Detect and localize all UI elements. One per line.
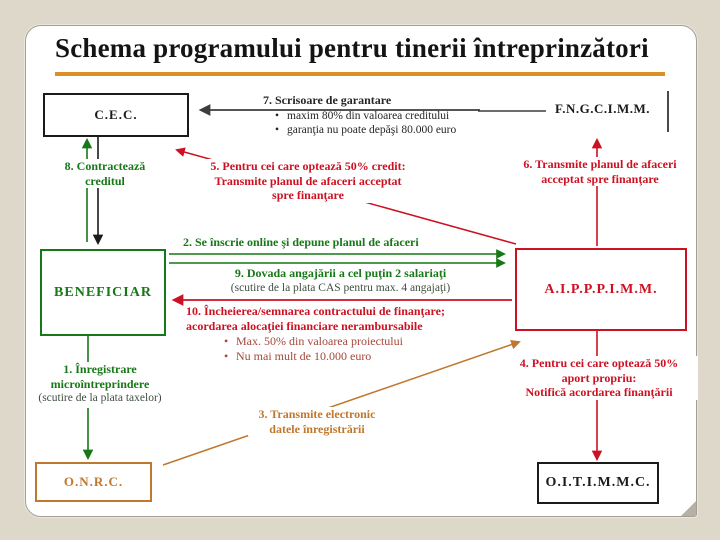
node-fngcimm: F.N.G.C.I.M.M. xyxy=(555,101,650,116)
node-beneficiar: BENEFICIAR xyxy=(40,249,166,336)
step-6-line: 6. Transmite planul de afaceri xyxy=(523,157,677,171)
step-5-line: 5. Pentru cei care optează 50% credit: xyxy=(210,159,406,173)
step-1-line: 1. Înregistrare xyxy=(63,362,137,376)
node-onrc: O.N.R.C. xyxy=(35,462,152,502)
step-4-line: aport propriu: xyxy=(561,370,637,385)
step-3-label xyxy=(248,407,386,436)
step-5-label xyxy=(183,159,433,203)
step-3-line: datele înregistrării xyxy=(269,421,365,436)
step-9-note: (scutire de la plata CAS pentru max. 4 angajaţi) xyxy=(230,281,451,294)
bullet-icon: • xyxy=(224,349,229,364)
step-8-line: 8. Contractează xyxy=(64,159,146,173)
step-10-label xyxy=(186,304,516,364)
step-4-line: Notifică acordarea finanţării xyxy=(525,385,673,400)
step-1-line: microîntreprindere xyxy=(50,376,150,391)
step-2-label: 2. Se înscrie online şi depune planul de afaceri xyxy=(183,235,419,249)
step-10-line: 10. Încheierea/semnarea contractului de finanţare; xyxy=(186,304,445,318)
step-7-bullet xyxy=(263,123,491,137)
step-10-bullet xyxy=(186,334,516,349)
step-9-title: 9. Dovada angajării a cel puţin 2 salariaţi xyxy=(234,266,447,280)
step-5-line: Transmite planul de afaceri acceptat xyxy=(214,173,402,188)
step-3-line: 3. Transmite electronic xyxy=(258,407,376,421)
step-5-line: spre finanţare xyxy=(272,188,344,203)
step-4-line: 4. Pentru cei care optează 50% xyxy=(519,356,679,370)
step-7-label xyxy=(263,93,491,137)
step-8-label xyxy=(46,159,164,188)
step-10-line: acordarea alocaţiei financiare nerambursabile xyxy=(186,318,423,333)
step-7-bullet-text: maxim 80% din valoarea creditului xyxy=(287,109,450,122)
node-oitimmc: O.I.T.I.M.M.C. xyxy=(537,462,659,504)
bullet-icon: • xyxy=(224,334,229,349)
title-underline xyxy=(55,72,665,76)
bullet-icon: • xyxy=(275,124,280,136)
node-aipppimm: A.I.P.P.P.I.M.M. xyxy=(515,248,687,331)
step-4-label xyxy=(500,356,698,400)
step-7-bullet xyxy=(263,109,491,123)
step-7-bullet-text: garanţia nu poate depăşi 80.000 euro xyxy=(287,124,457,136)
step-6-label xyxy=(510,157,690,186)
step-6-line: acceptat spre finanţare xyxy=(541,171,659,186)
step-10-bullet-text: Max. 50% din valoarea proiectului xyxy=(236,334,403,349)
step-1-label xyxy=(30,362,170,405)
step-8-line: creditul xyxy=(85,173,125,188)
step-1-note: (scutire de la plata taxelor) xyxy=(38,392,162,405)
step-9-label xyxy=(198,266,483,295)
step-10-bullet-text: Nu mai mult de 10.000 euro xyxy=(236,349,372,364)
node-cec: C.E.C. xyxy=(43,93,189,137)
bullet-icon: • xyxy=(275,109,280,122)
step-10-bullet xyxy=(186,349,516,364)
page-title: Schema programului pentru tinerii întreprinzători xyxy=(55,33,649,63)
step-7-title: 7. Scrisoare de garantare xyxy=(263,93,392,107)
